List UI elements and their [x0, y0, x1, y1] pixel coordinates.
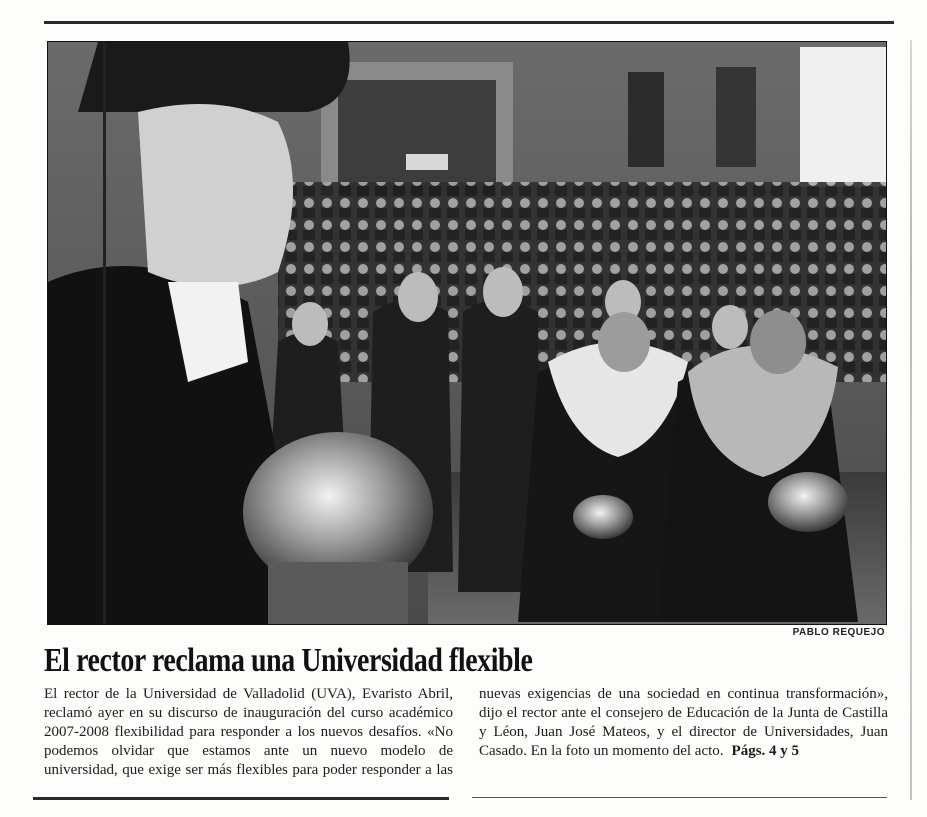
page-reference: Págs. 4 y 5 [731, 743, 800, 759]
bottom-rule-right [472, 797, 887, 798]
photo-credit: PABLO REQUEJO [792, 627, 885, 638]
headline: El rector reclama una Universidad flexible [44, 642, 533, 679]
news-photo [47, 41, 887, 625]
article-body [44, 685, 888, 780]
article-text [44, 685, 888, 780]
bottom-rule-left [33, 797, 449, 800]
page-edge [910, 40, 912, 800]
top-rule [44, 21, 894, 24]
article-paragraph: El rector de la Universidad de Valladolid (UVA), Evaristo Abril, reclamó ayer en su discurso de inauguración del curso académico 2007-2008 flexibilidad para responder a los nuevos desafíos. «No podemos olvidar que estamos ante un nuevo modelo de universidad, que exige ser más flexibles para poder responder a las nuevas exigencias de una sociedad en continua transformación», dijo el rector ante el consejero de Educación de la Junta de Castilla y Léon, Juan José Mateos, y el director de Universidades, Juan Casado. En la foto un momento del acto. [44, 686, 888, 778]
